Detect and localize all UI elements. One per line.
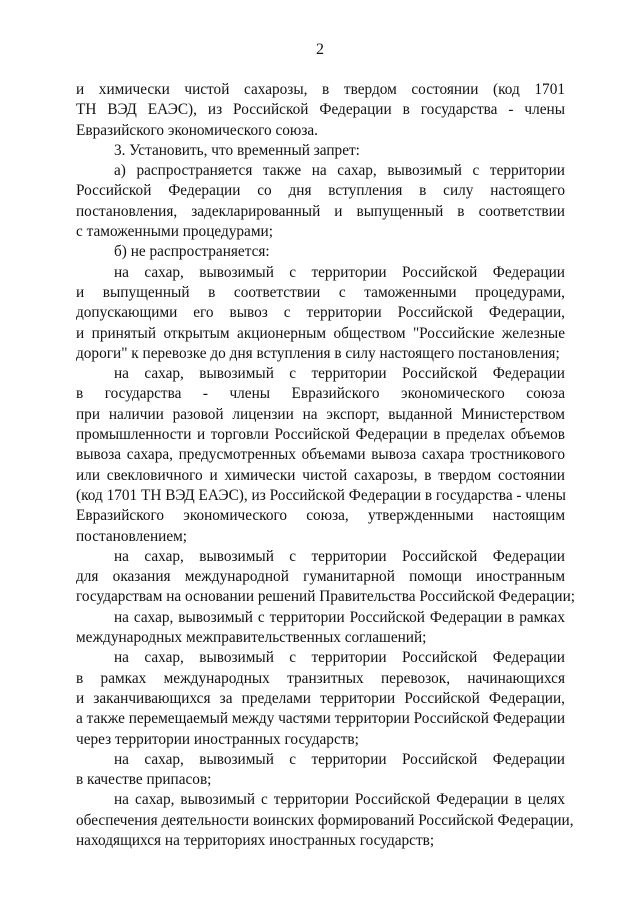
text-line: (код 1701 ТН ВЭД ЕАЭС), из Российской Федерации в государства - члены [76,486,566,504]
page-number: 2 [316,41,324,58]
text-line: и химически чистой сахарозы, в твердом состоянии (код 1701 [76,81,565,98]
text-line: на сахар, вывозимый с территории Российской Федерации [114,263,565,281]
text-line: дороги" к перевозке до дня вступления в силу настоящего постановления; [76,344,560,362]
text-line: при наличии разовой лицензии на экспорт, выданной Министерством [76,405,565,423]
document-body [76,80,576,851]
text-line: в государства - члены Евразийского экономического союза [76,385,565,403]
text-line: через территории иностранных государств; [76,730,359,748]
text-line: вывоза сахара, предусмотренных объемами вывоза сахара тростникового [76,446,565,464]
text-line: в рамках международных транзитных перевозок, начинающихся [76,669,565,687]
text-line: обеспечения деятельности воинских формирований Российской Федерации, [76,811,574,829]
text-line: для оказания международной гуманитарной помощи иностранным [76,568,565,586]
text-line: на сахар, вывозимый с территории Российской Федерации в целях [114,791,565,809]
text-line: и заканчивающихся за пределами территории Российской Федерации, [76,689,565,707]
text-line: в качестве припасов; [76,771,212,789]
text-line: и принятый открытым акционерным обществом "Российские железные [76,324,565,342]
text-line: и выпущенный в соответствии с таможенными процедурами, [76,283,565,301]
text-line: на сахар, вывозимый с территории Российской Федерации [114,649,565,667]
text-line: с таможенными процедурами; [76,223,273,241]
text-line: международных межправительственных соглашений; [76,629,427,647]
text-line: постановлением; [76,527,188,545]
text-line: постановления, задекларированный и выпущенный в соответствии [76,202,565,220]
text-line: на сахар, вывозимый с территории Российской Федерации [114,750,565,768]
text-line: ТН ВЭД ЕАЭС), из Российской Федерации в государства - члены [76,101,565,119]
text-line: или свекловичного и химически чистой сахарозы, в твердом состоянии [76,466,565,484]
text-line: Евразийского экономического союза. [76,121,319,139]
text-line: Евразийского экономического союза, утвержденными настоящим [76,507,565,525]
text-line: а) распространяется также на сахар, вывозимый с территории [114,162,565,180]
text-line: находящихся на территориях иностранных государств; [76,831,435,849]
text-line: Российской Федерации со дня вступления в силу настоящего [76,182,565,200]
text-line: допускающими его вывоз с территории Российской Федерации, [76,304,565,322]
text-line: государствам на основании решений Правительства Российской Федерации; [76,588,576,606]
text-line: 3. Установить, что временный запрет: [114,141,360,159]
text-line: промышленности и торговли Российской Федерации в пределах объемов [76,426,565,444]
text-line: на сахар, вывозимый с территории Российской Федерации в рамках [114,608,565,626]
text-line: б) не распространяется: [114,243,270,261]
text-line: а также перемещаемый между частями территории Российской Федерации [76,710,566,728]
text-line: на сахар, вывозимый с территории Российской Федерации [114,365,565,383]
text-line: на сахар, вывозимый с территории Российской Федерации [114,547,565,565]
